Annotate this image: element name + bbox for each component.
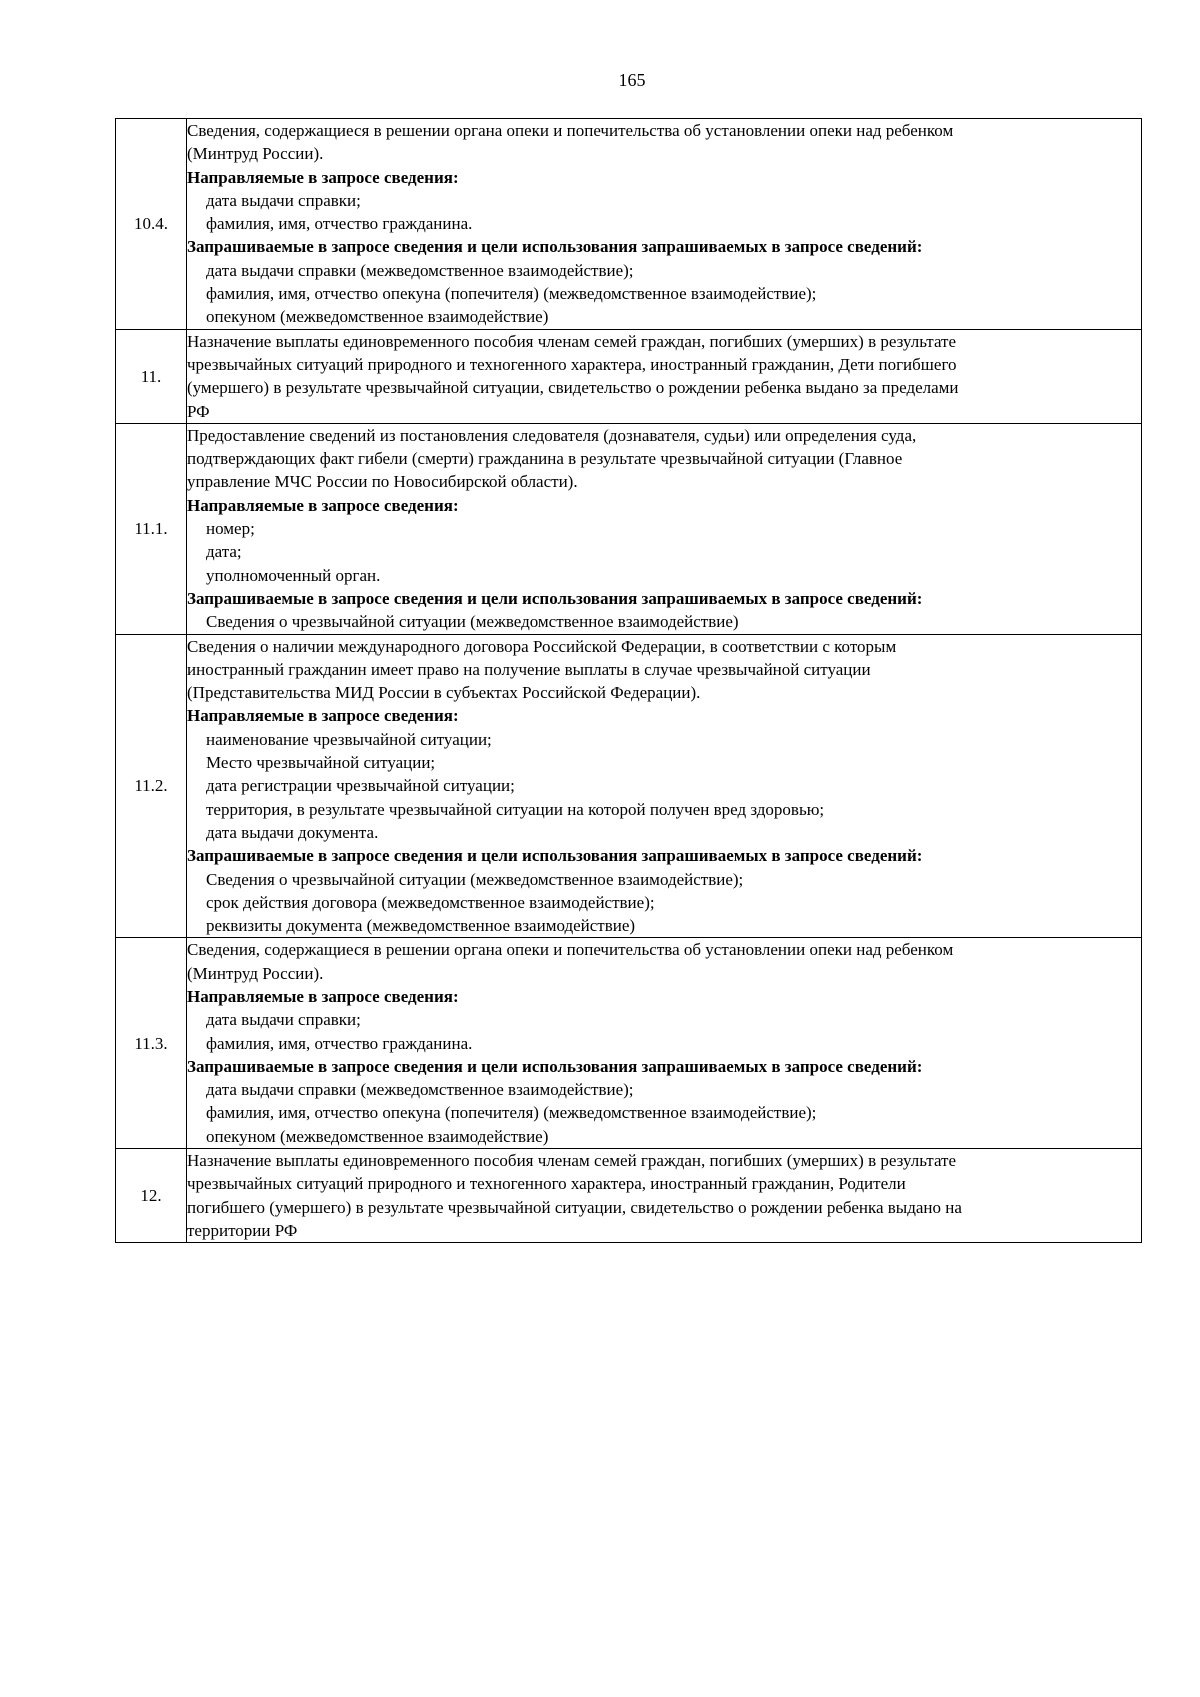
list-item: фамилия, имя, отчество гражданина. [206, 214, 473, 234]
row-number: 11.2. [116, 634, 187, 938]
list-item: дата выдачи справки; [206, 190, 361, 210]
row-content [187, 423, 1142, 634]
table-row [116, 1149, 1142, 1243]
list-item: Сведения о чрезвычайной ситуации (межведомственное взаимодействие) [206, 612, 739, 632]
row-number: 11.3. [116, 938, 187, 1149]
description-line: территории РФ [187, 1220, 298, 1240]
row-content [187, 634, 1142, 938]
list-item: дата выдачи документа. [206, 822, 379, 842]
description-line: (Минтруд России). [187, 144, 324, 164]
list-item: территория, в результате чрезвычайной ситуации на которой получен вред здоровью; [206, 799, 825, 819]
table-row [116, 634, 1142, 938]
list-item: дата регистрации чрезвычайной ситуации; [206, 776, 515, 796]
section-heading: Направляемые в запросе сведения: [187, 706, 459, 726]
row-number: 11.1. [116, 423, 187, 634]
description-line: управление МЧС России по Новосибирской области). [187, 472, 578, 492]
description-line: чрезвычайных ситуаций природного и техногенного характера, иностранный гражданин, Родители [187, 1174, 906, 1194]
description-line: чрезвычайных ситуаций природного и техногенного характера, иностранный гражданин, Дети погибшего [187, 354, 957, 374]
page-number: 165 [618, 70, 646, 90]
list-item: наименование чрезвычайной ситуации; [206, 729, 492, 749]
row-content [187, 119, 1142, 330]
description-line: (умершего) в результате чрезвычайной ситуации, свидетельство о рождении ребенка выдано за пределами [187, 378, 959, 398]
row-number: 11. [116, 329, 187, 423]
description-line: Сведения, содержащиеся в решении органа опеки и попечительства об установлении опеки над ребенком [187, 121, 954, 140]
list-item: фамилия, имя, отчество опекуна (попечителя) (межведомственное взаимодействие); [206, 284, 817, 304]
section-heading: Направляемые в запросе сведения: [187, 986, 459, 1006]
list-item: дата выдачи справки (межведомственное взаимодействие); [206, 260, 634, 280]
list-item: опекуном (межведомственное взаимодействие) [206, 307, 549, 327]
description-line: (Минтруд России). [187, 963, 324, 983]
list-item: реквизиты документа (межведомственное взаимодействие) [206, 916, 636, 936]
description-line: Сведения, содержащиеся в решении органа опеки и попечительства об установлении опеки над ребенком [187, 940, 954, 960]
list-item: дата; [206, 542, 242, 562]
description-line: Назначение выплаты единовременного пособия членам семей граждан, погибших (умерших) в результате [187, 331, 957, 351]
row-content [187, 329, 1142, 423]
table-row [116, 119, 1142, 330]
list-item: уполномоченный орган. [206, 565, 381, 585]
description-line: Сведения о наличии международного договора Российской Федерации, в соответствии с которым [187, 636, 897, 656]
list-item: дата выдачи справки (межведомственное взаимодействие); [206, 1080, 634, 1100]
list-item: опекуном (межведомственное взаимодействие) [206, 1126, 549, 1146]
services-table [115, 118, 1142, 1243]
description-line: Предоставление сведений из постановления следователя (дознавателя, судьи) или определения суда, [187, 425, 917, 445]
row-content [187, 938, 1142, 1149]
row-number: 12. [116, 1149, 187, 1243]
row-number: 10.4. [116, 119, 187, 330]
description-line: подтверждающих факт гибели (смерти) гражданина в результате чрезвычайной ситуации (Главное [187, 449, 903, 469]
description-line: иностранный гражданин имеет право на получение выплаты в случае чрезвычайной ситуации [187, 659, 871, 679]
table-body [116, 119, 1142, 1243]
list-item: фамилия, имя, отчество гражданина. [206, 1033, 473, 1053]
list-item: Сведения о чрезвычайной ситуации (межведомственное взаимодействие); [206, 869, 744, 889]
description-line: Назначение выплаты единовременного пособия членам семей граждан, погибших (умерших) в результате [187, 1151, 957, 1171]
list-item: номер; [206, 519, 255, 539]
list-item: Место чрезвычайной ситуации; [206, 753, 436, 773]
table-row [116, 329, 1142, 423]
description-line: (Представительства МИД России в субъектах Российской Федерации). [187, 683, 701, 703]
description-line: погибшего (умершего) в результате чрезвычайной ситуации, свидетельство о рождении ребенка выдано на [187, 1197, 962, 1217]
section-heading: Запрашиваемые в запросе сведения и цели использования запрашиваемых в запросе сведений: [187, 237, 923, 257]
table-row [116, 423, 1142, 634]
section-heading: Запрашиваемые в запросе сведения и цели использования запрашиваемых в запросе сведений: [187, 1056, 923, 1076]
description-line: РФ [187, 401, 210, 421]
list-item: фамилия, имя, отчество опекуна (попечителя) (межведомственное взаимодействие); [206, 1103, 817, 1123]
section-heading: Запрашиваемые в запросе сведения и цели использования запрашиваемых в запросе сведений: [187, 588, 923, 608]
section-heading: Запрашиваемые в запросе сведения и цели использования запрашиваемых в запросе сведений: [187, 846, 923, 866]
list-item: дата выдачи справки; [206, 1010, 361, 1030]
list-item: срок действия договора (межведомственное взаимодействие); [206, 892, 655, 912]
section-heading: Направляемые в запросе сведения: [187, 495, 459, 515]
section-heading: Направляемые в запросе сведения: [187, 167, 459, 187]
table-row [116, 938, 1142, 1149]
row-content [187, 1149, 1142, 1243]
